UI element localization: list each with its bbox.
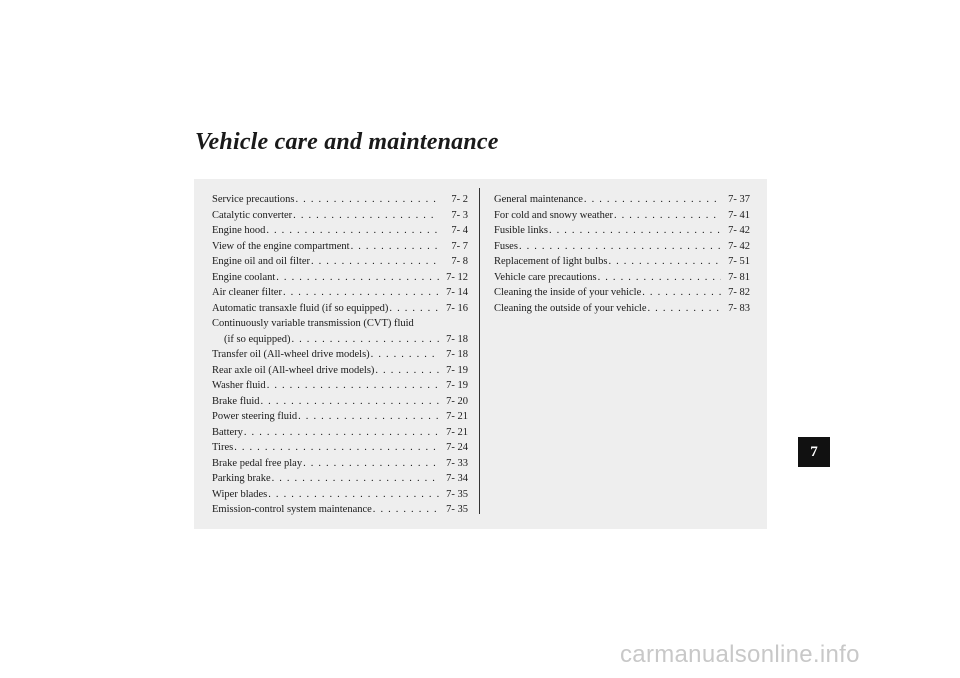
toc-entry-label: Power steering fluid bbox=[212, 411, 298, 422]
toc-entry-page: 7- 19 bbox=[446, 380, 468, 391]
toc-entry-page: 7- 41 bbox=[728, 209, 750, 221]
dot-leader bbox=[614, 208, 721, 224]
toc-entry-label: Emission-control system maintenance bbox=[212, 504, 372, 515]
toc-entry[interactable] bbox=[494, 301, 750, 317]
toc-entry[interactable] bbox=[212, 301, 468, 317]
toc-entry[interactable] bbox=[212, 394, 468, 410]
toc-entry-label: For cold and snowy weather bbox=[494, 209, 613, 221]
dot-leader bbox=[268, 487, 439, 503]
toc-entry-page: 7- 42 bbox=[728, 240, 750, 252]
toc-entry-page: 7- 2 bbox=[451, 194, 468, 205]
toc-entry-page: 7- 83 bbox=[728, 302, 750, 314]
toc-entry[interactable] bbox=[212, 254, 468, 270]
toc-entry-page: 7- 51 bbox=[728, 256, 750, 267]
dot-leader bbox=[283, 285, 439, 301]
toc-entry[interactable] bbox=[494, 223, 750, 239]
dot-leader bbox=[244, 425, 439, 441]
toc-entry-label: Automatic transaxle fluid (if so equipped) bbox=[212, 302, 389, 314]
toc-entry-first-line[interactable] bbox=[212, 316, 468, 332]
toc-entry-page: 7- 81 bbox=[728, 271, 750, 283]
dot-leader bbox=[291, 332, 439, 348]
toc-entry-label: Cleaning the inside of your vehicle bbox=[494, 287, 642, 298]
dot-leader bbox=[296, 192, 439, 208]
toc-entry[interactable] bbox=[494, 192, 750, 208]
toc-entry-label: Rear axle oil (All-wheel drive models) bbox=[212, 364, 375, 376]
dot-leader bbox=[351, 239, 439, 255]
toc-entry-label: Parking brake bbox=[212, 473, 271, 484]
dot-leader bbox=[608, 254, 721, 270]
toc-entry-label: Catalytic converter bbox=[212, 209, 293, 221]
toc-entry-page: 7- 18 bbox=[446, 349, 468, 360]
toc-entry-label: Air cleaner filter bbox=[212, 287, 282, 298]
toc-entry-label: Wiper blades bbox=[212, 488, 268, 500]
toc-entry[interactable] bbox=[212, 502, 468, 518]
dot-leader bbox=[311, 254, 439, 270]
dot-leader bbox=[584, 192, 721, 208]
toc-entry-label: Washer fluid bbox=[212, 380, 266, 391]
toc-entry[interactable] bbox=[212, 409, 468, 425]
toc-entry-label: Engine oil and oil filter bbox=[212, 256, 310, 267]
dot-leader bbox=[303, 456, 439, 472]
toc-entry[interactable] bbox=[212, 347, 468, 363]
dot-leader bbox=[598, 270, 721, 286]
dot-leader bbox=[234, 440, 439, 456]
toc-entry-label: Replacement of light bulbs bbox=[494, 256, 608, 267]
toc-left-column bbox=[212, 192, 468, 518]
dot-leader bbox=[642, 285, 721, 301]
toc-entry-label: Transfer oil (All-wheel drive models) bbox=[212, 349, 370, 360]
dot-leader bbox=[371, 347, 439, 363]
toc-entry-label: Fuses bbox=[494, 240, 518, 252]
toc-entry[interactable] bbox=[494, 254, 750, 270]
toc-entry[interactable] bbox=[212, 285, 468, 301]
column-divider bbox=[479, 188, 480, 514]
toc-entry-page: 7- 33 bbox=[446, 457, 468, 469]
toc-entry-page: 7- 14 bbox=[446, 287, 468, 298]
toc-entry[interactable] bbox=[212, 456, 468, 472]
toc-entry-continuation[interactable] bbox=[212, 332, 468, 348]
dot-leader bbox=[261, 394, 439, 410]
toc-entry-label: Tires bbox=[212, 442, 234, 453]
dot-leader bbox=[298, 409, 439, 425]
toc-entry-label: View of the engine compartment bbox=[212, 240, 350, 252]
toc-entry-label: Engine coolant bbox=[212, 271, 276, 283]
toc-entry-page: 7- 82 bbox=[728, 287, 750, 298]
toc-entry-label: Brake fluid bbox=[212, 395, 260, 407]
toc-entry-label: Engine hood bbox=[212, 225, 266, 236]
toc-entry-page: 7- 12 bbox=[446, 271, 468, 283]
toc-entry-label: Continuously variable transmission (CVT) fluid bbox=[212, 318, 414, 329]
toc-entry-page: 7- 18 bbox=[446, 333, 468, 345]
dot-leader bbox=[266, 223, 439, 239]
toc-entry[interactable] bbox=[494, 285, 750, 301]
dot-leader bbox=[293, 208, 439, 224]
dot-leader bbox=[276, 270, 439, 286]
toc-entry-page: 7- 37 bbox=[728, 194, 750, 205]
dot-leader bbox=[549, 223, 721, 239]
chapter-tab: 7 bbox=[798, 437, 830, 467]
toc-entry-page: 7- 35 bbox=[446, 504, 468, 515]
toc-entry[interactable] bbox=[212, 378, 468, 394]
dot-leader bbox=[648, 301, 721, 317]
toc-entry-page: 7- 8 bbox=[451, 256, 468, 267]
dot-leader bbox=[519, 239, 721, 255]
toc-entry-page: 7- 21 bbox=[446, 411, 468, 422]
dot-leader bbox=[375, 363, 439, 379]
toc-entry-page: 7- 21 bbox=[446, 426, 468, 438]
toc-entry[interactable] bbox=[494, 208, 750, 224]
toc-entry[interactable] bbox=[212, 208, 468, 224]
toc-entry-label: Cleaning the outside of your vehicle bbox=[494, 302, 647, 314]
toc-entry-page: 7- 3 bbox=[451, 209, 468, 221]
toc-entry-page: 7- 42 bbox=[728, 225, 750, 236]
toc-entry-label: Service precautions bbox=[212, 194, 295, 205]
toc-entry-page: 7- 24 bbox=[446, 442, 468, 453]
toc-entry[interactable] bbox=[494, 239, 750, 255]
toc-entry[interactable] bbox=[212, 270, 468, 286]
toc-entry-label: Fusible links bbox=[494, 225, 548, 236]
toc-entry[interactable] bbox=[212, 192, 468, 208]
toc-entry-page: 7- 34 bbox=[446, 473, 468, 484]
dot-leader bbox=[267, 378, 439, 394]
toc-entry[interactable] bbox=[494, 270, 750, 286]
toc-entry[interactable] bbox=[212, 487, 468, 503]
toc-entry-page: 7- 35 bbox=[446, 488, 468, 500]
dot-leader bbox=[373, 502, 439, 518]
toc-entry[interactable] bbox=[212, 239, 468, 255]
watermark-text: carmanualsonline.info bbox=[620, 641, 860, 668]
toc-entry[interactable] bbox=[212, 425, 468, 441]
toc-entry[interactable] bbox=[212, 440, 468, 456]
toc-entry-page: 7- 4 bbox=[451, 225, 468, 236]
dot-leader bbox=[272, 471, 439, 487]
toc-entry-page: 7- 7 bbox=[451, 240, 468, 252]
toc-right-column bbox=[494, 192, 750, 316]
toc-entry-page: 7- 20 bbox=[446, 395, 468, 407]
toc-entry-page: 7- 16 bbox=[446, 302, 468, 314]
toc-entry-label: Battery bbox=[212, 426, 243, 438]
chapter-title: Vehicle care and maintenance bbox=[195, 129, 499, 155]
toc-entry[interactable] bbox=[212, 363, 468, 379]
toc-entry[interactable] bbox=[212, 471, 468, 487]
toc-entry-label: General maintenance bbox=[494, 194, 583, 205]
toc-entry[interactable] bbox=[212, 223, 468, 239]
toc-entry-page: 7- 19 bbox=[446, 364, 468, 376]
toc-entry-label-continued: (if so equipped) bbox=[224, 333, 291, 345]
toc-entry-label: Vehicle care precautions bbox=[494, 271, 597, 283]
dot-leader bbox=[389, 301, 439, 317]
toc-entry-label: Brake pedal free play bbox=[212, 457, 303, 469]
